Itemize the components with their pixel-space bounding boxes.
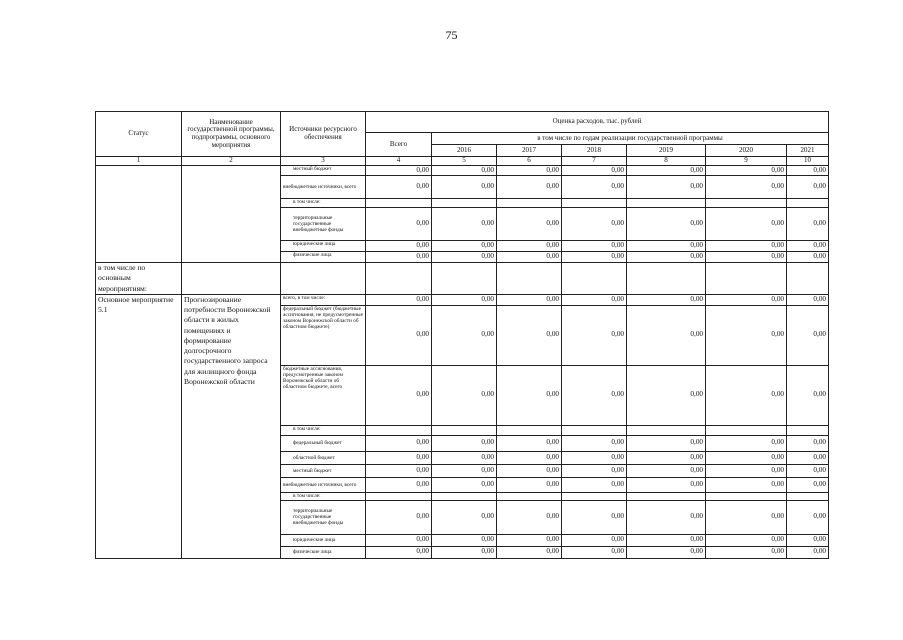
value-cell: 0,00 (627, 241, 706, 252)
source-cell: местный бюджет (281, 464, 366, 477)
value-cell: 0,00 (432, 451, 497, 464)
value-cell: 0,00 (787, 464, 829, 477)
value-cell: 0,00 (366, 208, 432, 241)
value-cell (497, 425, 562, 435)
table-row (96, 294, 829, 305)
value-cell: 0,00 (787, 208, 829, 241)
value-cell: 0,00 (787, 546, 829, 558)
column-number: 4 (366, 157, 432, 166)
value-cell: 0,00 (562, 176, 627, 199)
value-cell: 0,00 (706, 534, 787, 546)
value-cell (706, 492, 787, 500)
value-cell: 0,00 (497, 305, 562, 365)
value-cell: 0,00 (627, 464, 706, 477)
source-cell: физические лица (281, 546, 366, 558)
column-number: 8 (627, 157, 706, 166)
value-cell (787, 199, 829, 208)
value-cell: 0,00 (432, 176, 497, 199)
empty-cell (182, 263, 281, 295)
value-cell (366, 492, 432, 500)
source-cell: юридические лица (281, 241, 366, 252)
value-cell: 0,00 (432, 241, 497, 252)
source-cell: в том числе: (281, 425, 366, 435)
header-year: 2018 (562, 145, 627, 157)
value-cell: 0,00 (366, 477, 432, 492)
source-cell: в том числе: (281, 492, 366, 500)
value-cell: 0,00 (497, 477, 562, 492)
value-cell: 0,00 (627, 477, 706, 492)
value-cell: 0,00 (497, 208, 562, 241)
value-cell: 0,00 (366, 435, 432, 451)
value-cell (366, 199, 432, 208)
value-cell (497, 199, 562, 208)
header-total: Всего (366, 133, 432, 157)
value-cell: 0,00 (787, 252, 829, 263)
header-year: 2017 (497, 145, 562, 157)
value-cell: 0,00 (562, 477, 627, 492)
value-cell: 0,00 (627, 252, 706, 263)
value-cell (787, 425, 829, 435)
empty-cell (281, 263, 366, 295)
header-name: Наименование государственной программы, подпрограммы, основного мероприятия (182, 112, 281, 157)
value-cell: 0,00 (366, 166, 432, 176)
value-cell: 0,00 (706, 294, 787, 305)
value-cell: 0,00 (432, 294, 497, 305)
value-cell: 0,00 (706, 435, 787, 451)
source-cell: внебюджетные источники, всего (281, 477, 366, 492)
value-cell: 0,00 (562, 208, 627, 241)
header-year: 2020 (706, 145, 787, 157)
value-cell (497, 492, 562, 500)
value-cell: 0,00 (562, 305, 627, 365)
value-cell: 0,00 (432, 546, 497, 558)
value-cell (627, 425, 706, 435)
status-cell-empty (96, 166, 182, 263)
value-cell: 0,00 (627, 294, 706, 305)
header-year: 2016 (432, 145, 497, 157)
value-cell (627, 199, 706, 208)
source-cell: федеральный бюджет (бюджетные ассигнования, не предусмотренные законом Воронежской области об областном бюджете) (281, 305, 366, 365)
page-number: 75 (445, 28, 458, 42)
value-cell (562, 492, 627, 500)
value-cell: 0,00 (432, 534, 497, 546)
value-cell (432, 199, 497, 208)
value-cell: 0,00 (706, 241, 787, 252)
value-cell: 0,00 (562, 365, 627, 425)
value-cell: 0,00 (627, 208, 706, 241)
value-cell: 0,00 (497, 252, 562, 263)
value-cell: 0,00 (627, 534, 706, 546)
value-cell (562, 199, 627, 208)
value-cell: 0,00 (706, 500, 787, 534)
value-cell: 0,00 (366, 305, 432, 365)
value-cell: 0,00 (706, 365, 787, 425)
empty-cell (366, 263, 432, 295)
value-cell: 0,00 (627, 435, 706, 451)
column-number: 10 (787, 157, 829, 166)
value-cell: 0,00 (497, 500, 562, 534)
value-cell: 0,00 (432, 365, 497, 425)
value-cell: 0,00 (366, 252, 432, 263)
value-cell: 0,00 (432, 435, 497, 451)
value-cell: 0,00 (497, 176, 562, 199)
value-cell: 0,00 (366, 176, 432, 199)
value-cell: 0,00 (627, 546, 706, 558)
value-cell: 0,00 (432, 477, 497, 492)
value-cell (706, 199, 787, 208)
value-cell: 0,00 (366, 365, 432, 425)
column-number: 2 (182, 157, 281, 166)
value-cell: 0,00 (562, 435, 627, 451)
value-cell: 0,00 (562, 294, 627, 305)
value-cell: 0,00 (497, 546, 562, 558)
value-cell: 0,00 (366, 241, 432, 252)
column-number-row (96, 157, 829, 166)
value-cell: 0,00 (787, 435, 829, 451)
value-cell: 0,00 (562, 464, 627, 477)
value-cell: 0,00 (627, 500, 706, 534)
value-cell: 0,00 (627, 166, 706, 176)
value-cell (562, 425, 627, 435)
column-number: 3 (281, 157, 366, 166)
value-cell: 0,00 (787, 176, 829, 199)
header-year: 2019 (627, 145, 706, 157)
value-cell: 0,00 (432, 208, 497, 241)
value-cell (627, 492, 706, 500)
empty-cell (706, 263, 787, 295)
value-cell: 0,00 (562, 500, 627, 534)
value-cell: 0,00 (497, 451, 562, 464)
value-cell (787, 492, 829, 500)
empty-cell (627, 263, 706, 295)
value-cell: 0,00 (706, 451, 787, 464)
header-sources: Источники ресурсного обеспечения (281, 112, 366, 157)
column-number: 6 (497, 157, 562, 166)
name-cell-empty (182, 166, 281, 263)
empty-cell (432, 263, 497, 295)
value-cell: 0,00 (366, 451, 432, 464)
source-cell: территориальные государственные внебюджетные фонды (281, 208, 366, 241)
source-cell: всего, в том числе: (281, 294, 366, 305)
source-cell: юридические лица (281, 534, 366, 546)
header-year: 2021 (787, 145, 829, 157)
source-cell: территориальные государственные внебюджетные фонды (281, 500, 366, 534)
value-cell: 0,00 (366, 500, 432, 534)
header-estimate: Оценка расходов, тыс. рублей (366, 112, 829, 133)
value-cell: 0,00 (432, 166, 497, 176)
value-cell (432, 425, 497, 435)
column-number: 7 (562, 157, 627, 166)
empty-cell (562, 263, 627, 295)
value-cell: 0,00 (562, 166, 627, 176)
value-cell: 0,00 (706, 252, 787, 263)
source-cell: федеральный бюджет (281, 435, 366, 451)
column-number: 9 (706, 157, 787, 166)
source-cell: внебюджетные источники, всего (281, 176, 366, 199)
value-cell: 0,00 (706, 208, 787, 241)
value-cell: 0,00 (497, 365, 562, 425)
value-cell: 0,00 (562, 451, 627, 464)
value-cell: 0,00 (562, 241, 627, 252)
value-cell: 0,00 (497, 294, 562, 305)
value-cell: 0,00 (432, 464, 497, 477)
value-cell (706, 425, 787, 435)
empty-cell (787, 263, 829, 295)
header-row-1 (96, 112, 829, 133)
value-cell: 0,00 (562, 546, 627, 558)
value-cell: 0,00 (787, 166, 829, 176)
table-row (96, 166, 829, 176)
value-cell: 0,00 (787, 241, 829, 252)
section-label: в том числе по основным мероприятиям: (96, 263, 182, 295)
empty-cell (497, 263, 562, 295)
value-cell: 0,00 (787, 451, 829, 464)
source-cell: местный бюджет (281, 166, 366, 176)
column-number: 5 (432, 157, 497, 166)
source-cell: физические лица (281, 252, 366, 263)
budget-table (95, 111, 829, 559)
value-cell: 0,00 (497, 241, 562, 252)
value-cell: 0,00 (497, 166, 562, 176)
value-cell: 0,00 (366, 464, 432, 477)
source-cell: областной бюджет (281, 451, 366, 464)
value-cell: 0,00 (706, 305, 787, 365)
activity-name: Прогнозирование потребности Воронежской области в жилых помещениях и формирование долгосрочного государственного запроса для жилищного фонда Воронежской области (182, 294, 281, 558)
source-cell: бюджетные ассигнования, предусмотренные законом Воронежской области об областном бюджете, всего (281, 365, 366, 425)
value-cell: 0,00 (432, 305, 497, 365)
value-cell: 0,00 (787, 477, 829, 492)
value-cell: 0,00 (562, 252, 627, 263)
column-number: 1 (96, 157, 182, 166)
value-cell: 0,00 (706, 477, 787, 492)
value-cell (432, 492, 497, 500)
value-cell: 0,00 (432, 500, 497, 534)
activity-status: Основное мероприятие 5.1 (96, 294, 182, 558)
value-cell: 0,00 (787, 534, 829, 546)
value-cell: 0,00 (706, 176, 787, 199)
header-status: Статус (96, 112, 182, 157)
value-cell (366, 425, 432, 435)
header-by-years: в том числе по годам реализации государственной программы (432, 133, 829, 145)
value-cell: 0,00 (787, 500, 829, 534)
value-cell: 0,00 (366, 534, 432, 546)
value-cell: 0,00 (627, 365, 706, 425)
value-cell: 0,00 (366, 294, 432, 305)
value-cell: 0,00 (497, 435, 562, 451)
source-cell: в том числе: (281, 199, 366, 208)
value-cell: 0,00 (706, 166, 787, 176)
value-cell: 0,00 (497, 534, 562, 546)
value-cell: 0,00 (366, 546, 432, 558)
value-cell: 0,00 (497, 464, 562, 477)
value-cell: 0,00 (562, 534, 627, 546)
value-cell: 0,00 (432, 252, 497, 263)
section-row (96, 263, 829, 295)
value-cell: 0,00 (706, 464, 787, 477)
value-cell: 0,00 (787, 294, 829, 305)
value-cell: 0,00 (706, 546, 787, 558)
value-cell: 0,00 (787, 365, 829, 425)
value-cell: 0,00 (627, 305, 706, 365)
value-cell: 0,00 (627, 451, 706, 464)
value-cell: 0,00 (627, 176, 706, 199)
value-cell: 0,00 (787, 305, 829, 365)
